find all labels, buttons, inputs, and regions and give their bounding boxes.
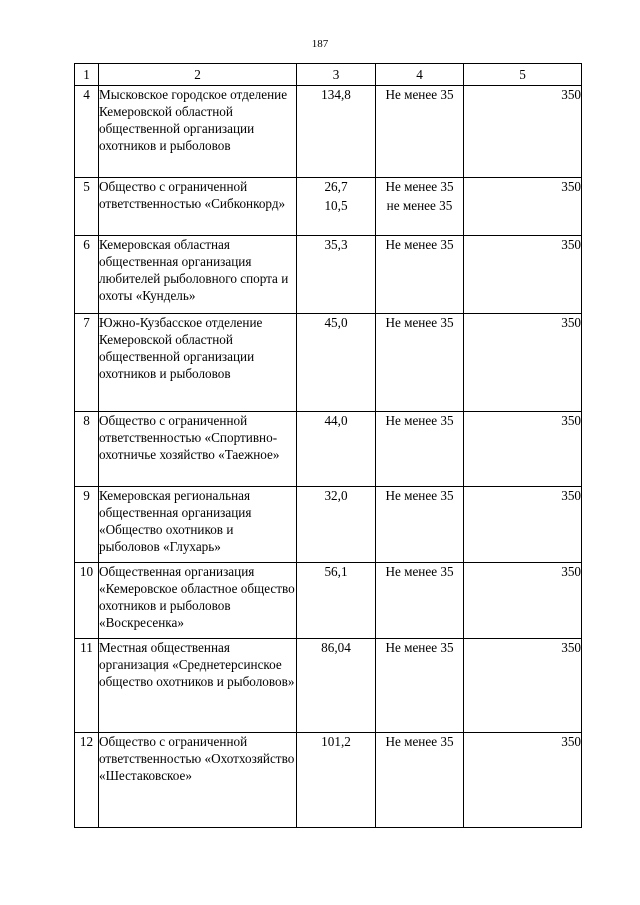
table-row <box>75 487 582 563</box>
row-number: 12 <box>75 733 99 828</box>
term-cell <box>376 563 464 639</box>
row-number: 8 <box>75 412 99 487</box>
table-row <box>75 236 582 314</box>
term-value: Не менее 35 <box>385 87 454 102</box>
term-cell <box>376 314 464 412</box>
term-value: Не менее 35 <box>385 413 454 428</box>
column-header-2: 2 <box>99 64 297 86</box>
area-value: 101,2 <box>321 734 351 749</box>
table-body <box>75 86 582 828</box>
organization-name: Кемеровская областная общественная организация любителей рыболовного спорта и охоты «Кундель» <box>99 236 297 314</box>
term-value: Не менее 35 <box>385 488 454 503</box>
table-row <box>75 412 582 487</box>
area-value: 10,5 <box>324 198 348 213</box>
column-header-4: 4 <box>376 64 464 86</box>
row-number: 4 <box>75 86 99 178</box>
term-cell <box>376 487 464 563</box>
organization-name: Местная общественная организация «Среднетерсинское общество охотников и рыболовов» <box>99 639 297 733</box>
area-value: 86,04 <box>321 640 351 655</box>
page-number: 187 <box>311 38 329 50</box>
amount-value: 350 <box>464 733 582 828</box>
area-cell <box>297 639 376 733</box>
table-row <box>75 563 582 639</box>
row-number: 9 <box>75 487 99 563</box>
area-cell <box>297 236 376 314</box>
amount-value: 350 <box>464 412 582 487</box>
term-cell <box>376 412 464 487</box>
amount-value: 350 <box>464 236 582 314</box>
organization-name: Общественная организация «Кемеровское областное общество охотников и рыболовов «Воскресенка» <box>99 563 297 639</box>
term-value: Не менее 35 <box>385 734 454 749</box>
area-value: 35,3 <box>324 237 348 252</box>
organization-name: Южно-Кузбасское отделение Кемеровской областной общественной организации охотников и рыболовов <box>99 314 297 412</box>
column-header-3: 3 <box>297 64 376 86</box>
licenses-table <box>74 63 582 828</box>
organization-name: Кемеровская региональная общественная организация «Общество охотников и рыболовов «Глухарь» <box>99 487 297 563</box>
term-cell <box>376 236 464 314</box>
row-number: 11 <box>75 639 99 733</box>
column-header-1: 1 <box>75 64 99 86</box>
term-cell <box>376 639 464 733</box>
area-cell <box>297 563 376 639</box>
table-row <box>75 639 582 733</box>
table-row <box>75 86 582 178</box>
organization-name: Общество с ограниченной ответственностью «Сибконкорд» <box>99 178 297 236</box>
area-value: 32,0 <box>324 488 348 503</box>
amount-value: 350 <box>464 487 582 563</box>
area-value: 45,0 <box>324 315 348 330</box>
area-value: 134,8 <box>321 87 351 102</box>
term-value: Не менее 35 <box>385 640 454 655</box>
table-row <box>75 314 582 412</box>
area-cell <box>297 86 376 178</box>
area-cell <box>297 487 376 563</box>
amount-value: 350 <box>464 639 582 733</box>
amount-value: 350 <box>464 86 582 178</box>
header-row <box>75 64 582 86</box>
table-row <box>75 733 582 828</box>
row-number: 6 <box>75 236 99 314</box>
area-value: 44,0 <box>324 413 348 428</box>
organization-name: Общество с ограниченной ответственностью «Охотхозяйство «Шестаковское» <box>99 733 297 828</box>
term-value: Не менее 35 <box>385 237 454 252</box>
organization-name: Общество с ограниченной ответственностью «Спортивно-охотничье хозяйство «Таежное» <box>99 412 297 487</box>
area-value: 26,7 <box>324 179 348 194</box>
row-number: 5 <box>75 178 99 236</box>
area-cell <box>297 733 376 828</box>
amount-value: 350 <box>464 178 582 236</box>
column-header-5: 5 <box>464 64 582 86</box>
row-number: 10 <box>75 563 99 639</box>
area-value: 56,1 <box>324 564 348 579</box>
term-cell <box>376 86 464 178</box>
area-cell <box>297 314 376 412</box>
term-value: не менее 35 <box>386 198 453 213</box>
area-cell <box>297 178 376 236</box>
term-value: Не менее 35 <box>385 564 454 579</box>
term-value: Не менее 35 <box>385 315 454 330</box>
term-cell <box>376 733 464 828</box>
amount-value: 350 <box>464 314 582 412</box>
term-value: Не менее 35 <box>385 179 454 194</box>
term-cell <box>376 178 464 236</box>
organization-name: Мысковское городское отделение Кемеровской областной общественной организации охотников и рыболовов <box>99 86 297 178</box>
amount-value: 350 <box>464 563 582 639</box>
row-number: 7 <box>75 314 99 412</box>
table-row <box>75 178 582 236</box>
area-cell <box>297 412 376 487</box>
